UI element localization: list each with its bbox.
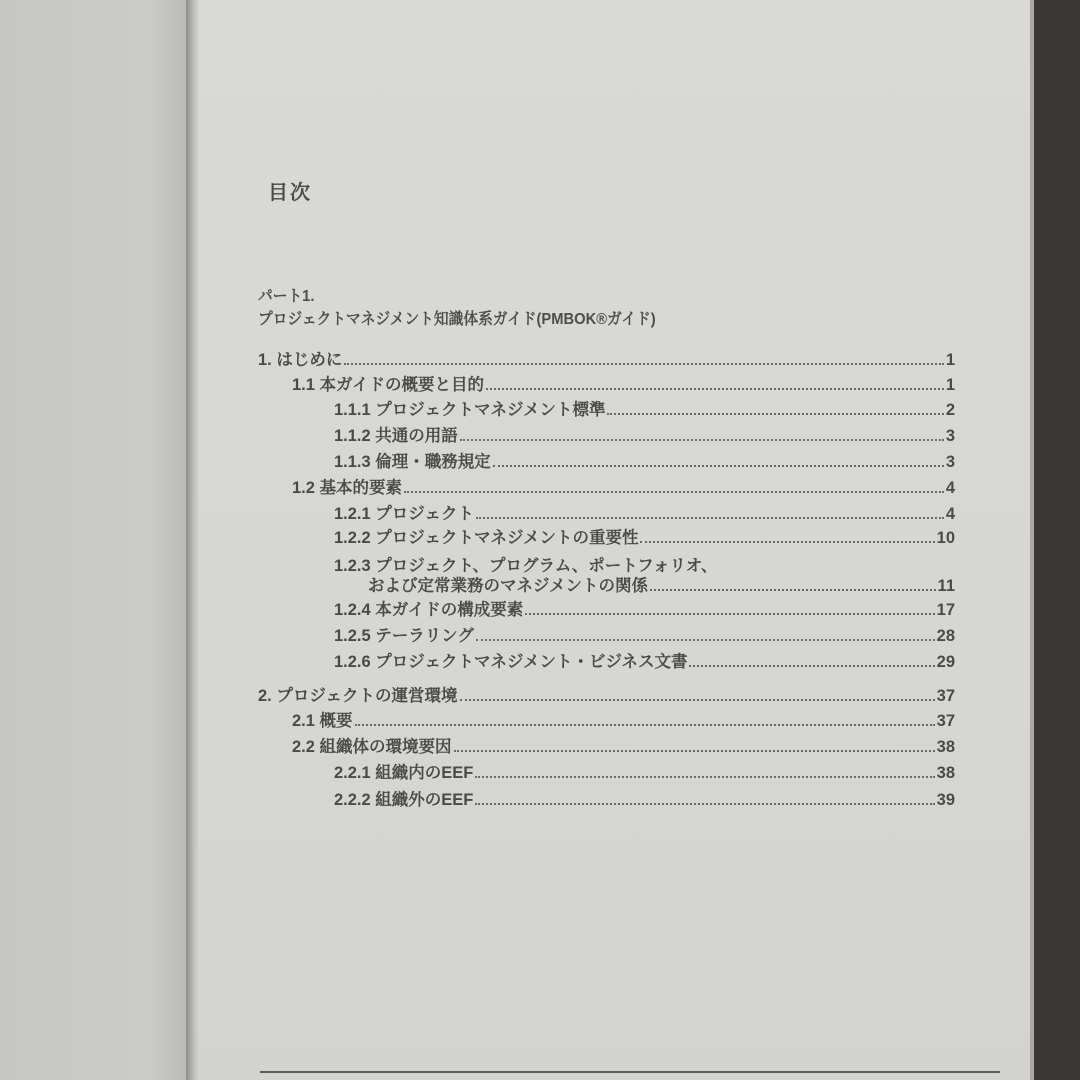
toc-label: 1.2.2 プロジェクトマネジメントの重要性 [334,529,639,547]
toc-page: 17 [936,601,955,619]
toc-label: 1.2.1 プロジェクト [334,505,474,523]
toc-label: 2.2 組織体の環境要因 [292,738,452,756]
toc-page: 3 [945,453,955,471]
page-title: 目次 [268,182,312,204]
toc-entry[interactable] [334,422,955,444]
toc-label: 1.2.6 プロジェクトマネジメント・ビジネス文書 [334,653,688,671]
leader-dots [607,413,943,415]
toc-entry[interactable] [292,474,955,496]
leader-dots [493,465,944,467]
toc-page: 39 [936,791,955,809]
toc-entry[interactable] [258,346,955,368]
part-label: パート1. [258,288,315,305]
leader-dots [689,665,934,667]
toc-label: 2.2.1 組織内のEEF [334,764,474,782]
leader-dots [404,491,944,493]
toc-entry[interactable] [334,500,955,522]
toc-label: 1.1 本ガイドの概要と目的 [292,376,485,394]
toc-page: 29 [936,653,955,671]
leader-dots [650,589,936,591]
toc-label: 2. プロジェクトの運営環境 [258,687,458,705]
toc-page: 37 [936,712,955,730]
leader-dots [475,803,934,805]
toc-label-continued: および定常業務のマネジメントの関係 [368,577,649,595]
toc-entry[interactable] [334,786,955,808]
toc-page: 38 [936,738,955,756]
toc-entry[interactable] [292,707,955,729]
toc-entry[interactable] [334,648,955,670]
toc-entry[interactable] [334,396,955,418]
leader-dots [454,750,935,752]
leader-dots [486,388,944,390]
leader-dots [475,776,934,778]
part-title: プロジェクトマネジメント知識体系ガイド(PMBOK®ガイド) [258,311,656,328]
left-page [0,0,188,1080]
toc-page: 37 [936,687,955,705]
toc-label: 1. はじめに [258,351,343,369]
toc-page: 4 [945,505,955,523]
toc-entry[interactable] [334,596,955,618]
toc-page: 28 [936,627,955,645]
toc-page: 1 [945,376,955,394]
toc-entry[interactable] [292,371,955,393]
toc-label: 1.2.5 テーラリング [334,627,474,645]
toc-label: 1.2.4 本ガイドの構成要素 [334,601,524,619]
toc-label: 2.2.2 組織外のEEF [334,791,474,809]
toc-page: 3 [945,427,955,445]
toc-entry[interactable] [334,622,955,644]
toc-entry[interactable] [292,733,955,755]
leader-dots [476,517,944,519]
leader-dots [525,613,934,615]
leader-dots [460,439,944,441]
leader-dots [355,724,935,726]
toc-label: 1.1.2 共通の用語 [334,427,458,445]
toc-label: 1.1.3 倫理・職務規定 [334,453,491,471]
toc-page: 2 [945,401,955,419]
toc-page: 1 [945,351,955,369]
leader-dots [476,639,935,641]
footer-rule [260,1071,1000,1073]
toc-entry[interactable] [334,759,955,781]
toc-page: 38 [936,764,955,782]
leader-dots [640,541,934,543]
toc-label: 1.2.3 プロジェクト、プログラム、ポートフォリオ、 [334,557,718,575]
toc-page: 4 [945,479,955,497]
toc-entry[interactable] [258,682,955,704]
toc-entry[interactable] [334,524,955,546]
toc-label: 2.1 概要 [292,712,353,730]
toc-entry[interactable] [334,448,955,470]
toc-page: 10 [936,529,955,547]
page-edge [1030,0,1034,1080]
leader-dots [460,699,935,701]
toc-page: 11 [937,577,955,595]
leader-dots [344,363,943,365]
toc-label: 1.2 基本的要素 [292,479,403,497]
toc-entry[interactable] [368,572,955,594]
toc-label: 1.1.1 プロジェクトマネジメント標準 [334,401,606,419]
